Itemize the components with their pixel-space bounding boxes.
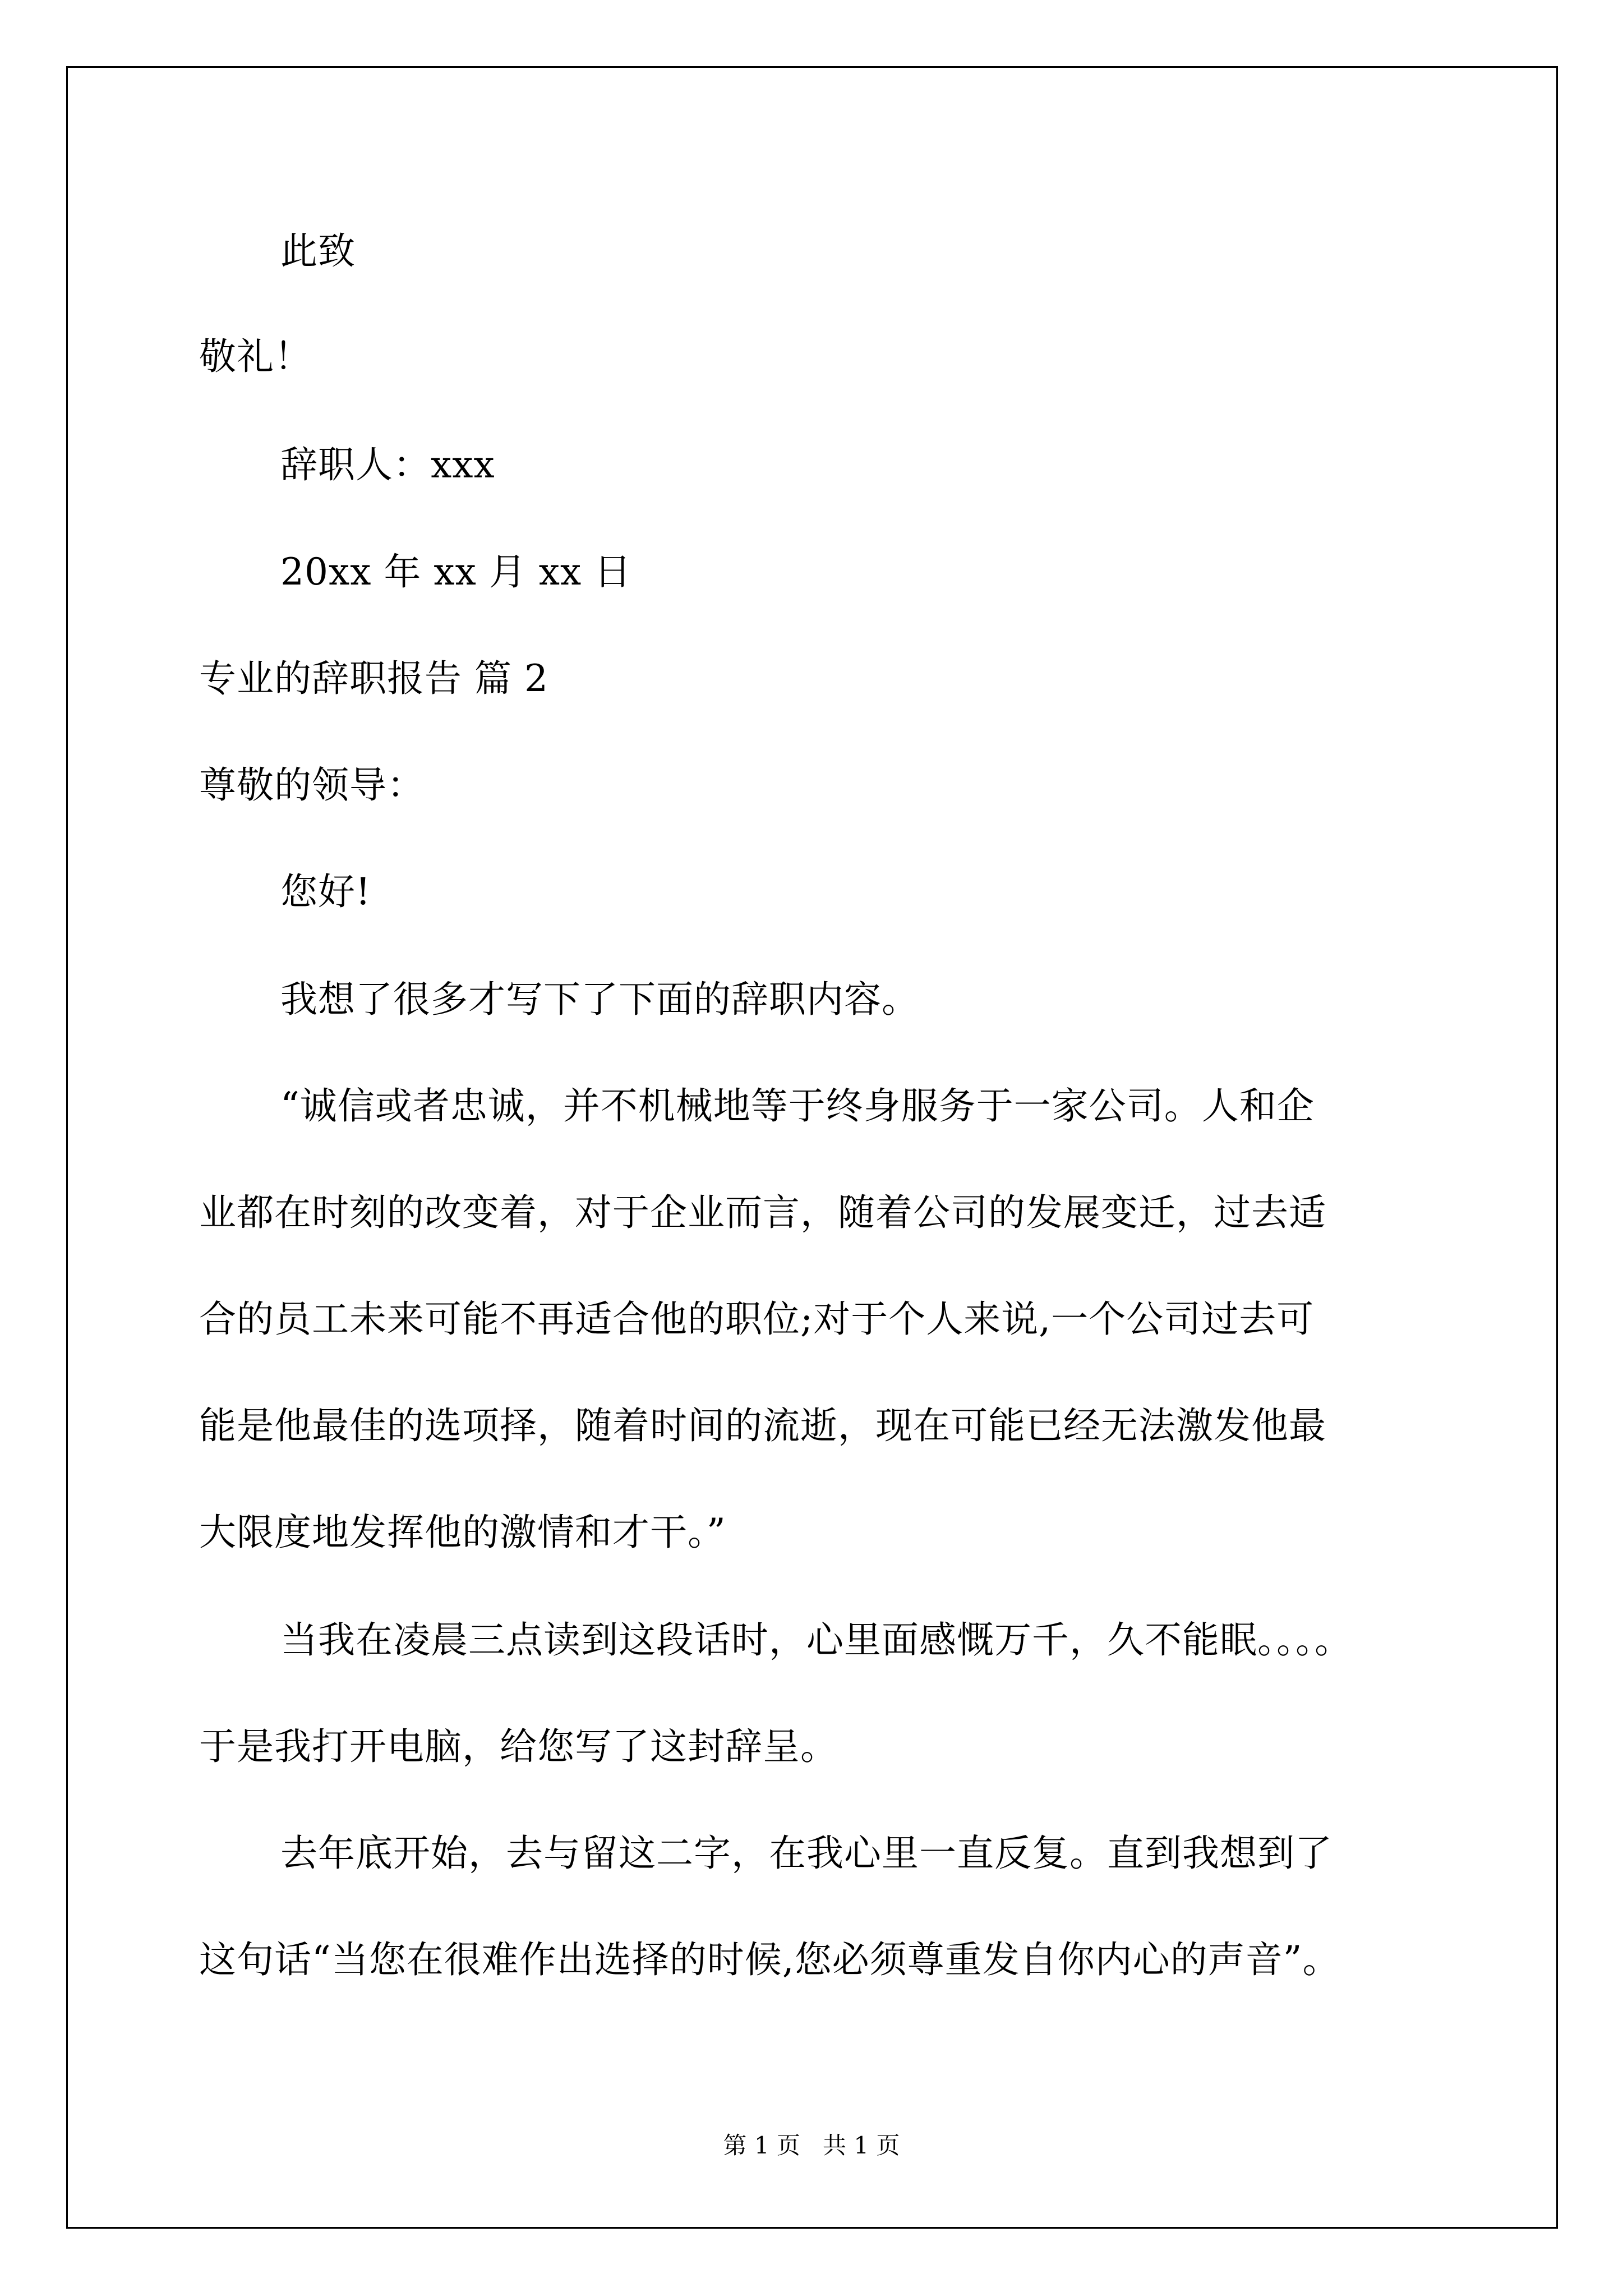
salute: 敬礼！ <box>199 335 312 378</box>
section-title: 专业的辞职报告 篇 2 <box>199 657 548 700</box>
paragraph-line: 合的员工未来可能不再适合他的职位;对于个人来说,一个公司过去可 <box>199 1297 1315 1341</box>
page-number-footer: 第 1 页 共 1 页 <box>723 2132 900 2159</box>
paragraph-line: 这句话“当您在很难作出选择的时候,您必须尊重发自你内心的声音”。 <box>199 1938 1340 1981</box>
paragraph-line: “诚信或者忠诚，并不机械地等于终身服务于一家公司。人和企 <box>280 1084 1315 1128</box>
closing-phrase: 此致 <box>280 229 356 273</box>
paragraph-line: 能是他最佳的选项择，随着时间的流逝，现在可能已经无法激发他最 <box>199 1404 1326 1447</box>
paragraph-line: 去年底开始，去与留这二字，在我心里一直反复。直到我想到了 <box>280 1832 1332 1875</box>
salutation: 尊敬的领导： <box>199 763 425 807</box>
paragraph-line: 当我在凌晨三点读到这段话时，心里面感慨万千，久不能眠。。。。 <box>280 1618 1352 1662</box>
paragraph-line: 于是我打开电脑，给您写了这封辞呈。 <box>199 1725 838 1768</box>
paragraph-line: 我想了很多才写下了下面的辞职内容。 <box>280 978 919 1021</box>
paragraph-line: 大限度地发挥他的激情和才干。” <box>199 1511 726 1554</box>
page-border <box>66 66 1558 2229</box>
date-line: 20xx 年 xx 月 xx 日 <box>280 550 632 593</box>
paragraph-line: 业都在时刻的改变着，对于企业而言，随着公司的发展变迁，过去适 <box>199 1191 1326 1234</box>
resigner-signature: 辞职人：xxx <box>280 443 495 486</box>
greeting: 您好! <box>280 870 371 913</box>
